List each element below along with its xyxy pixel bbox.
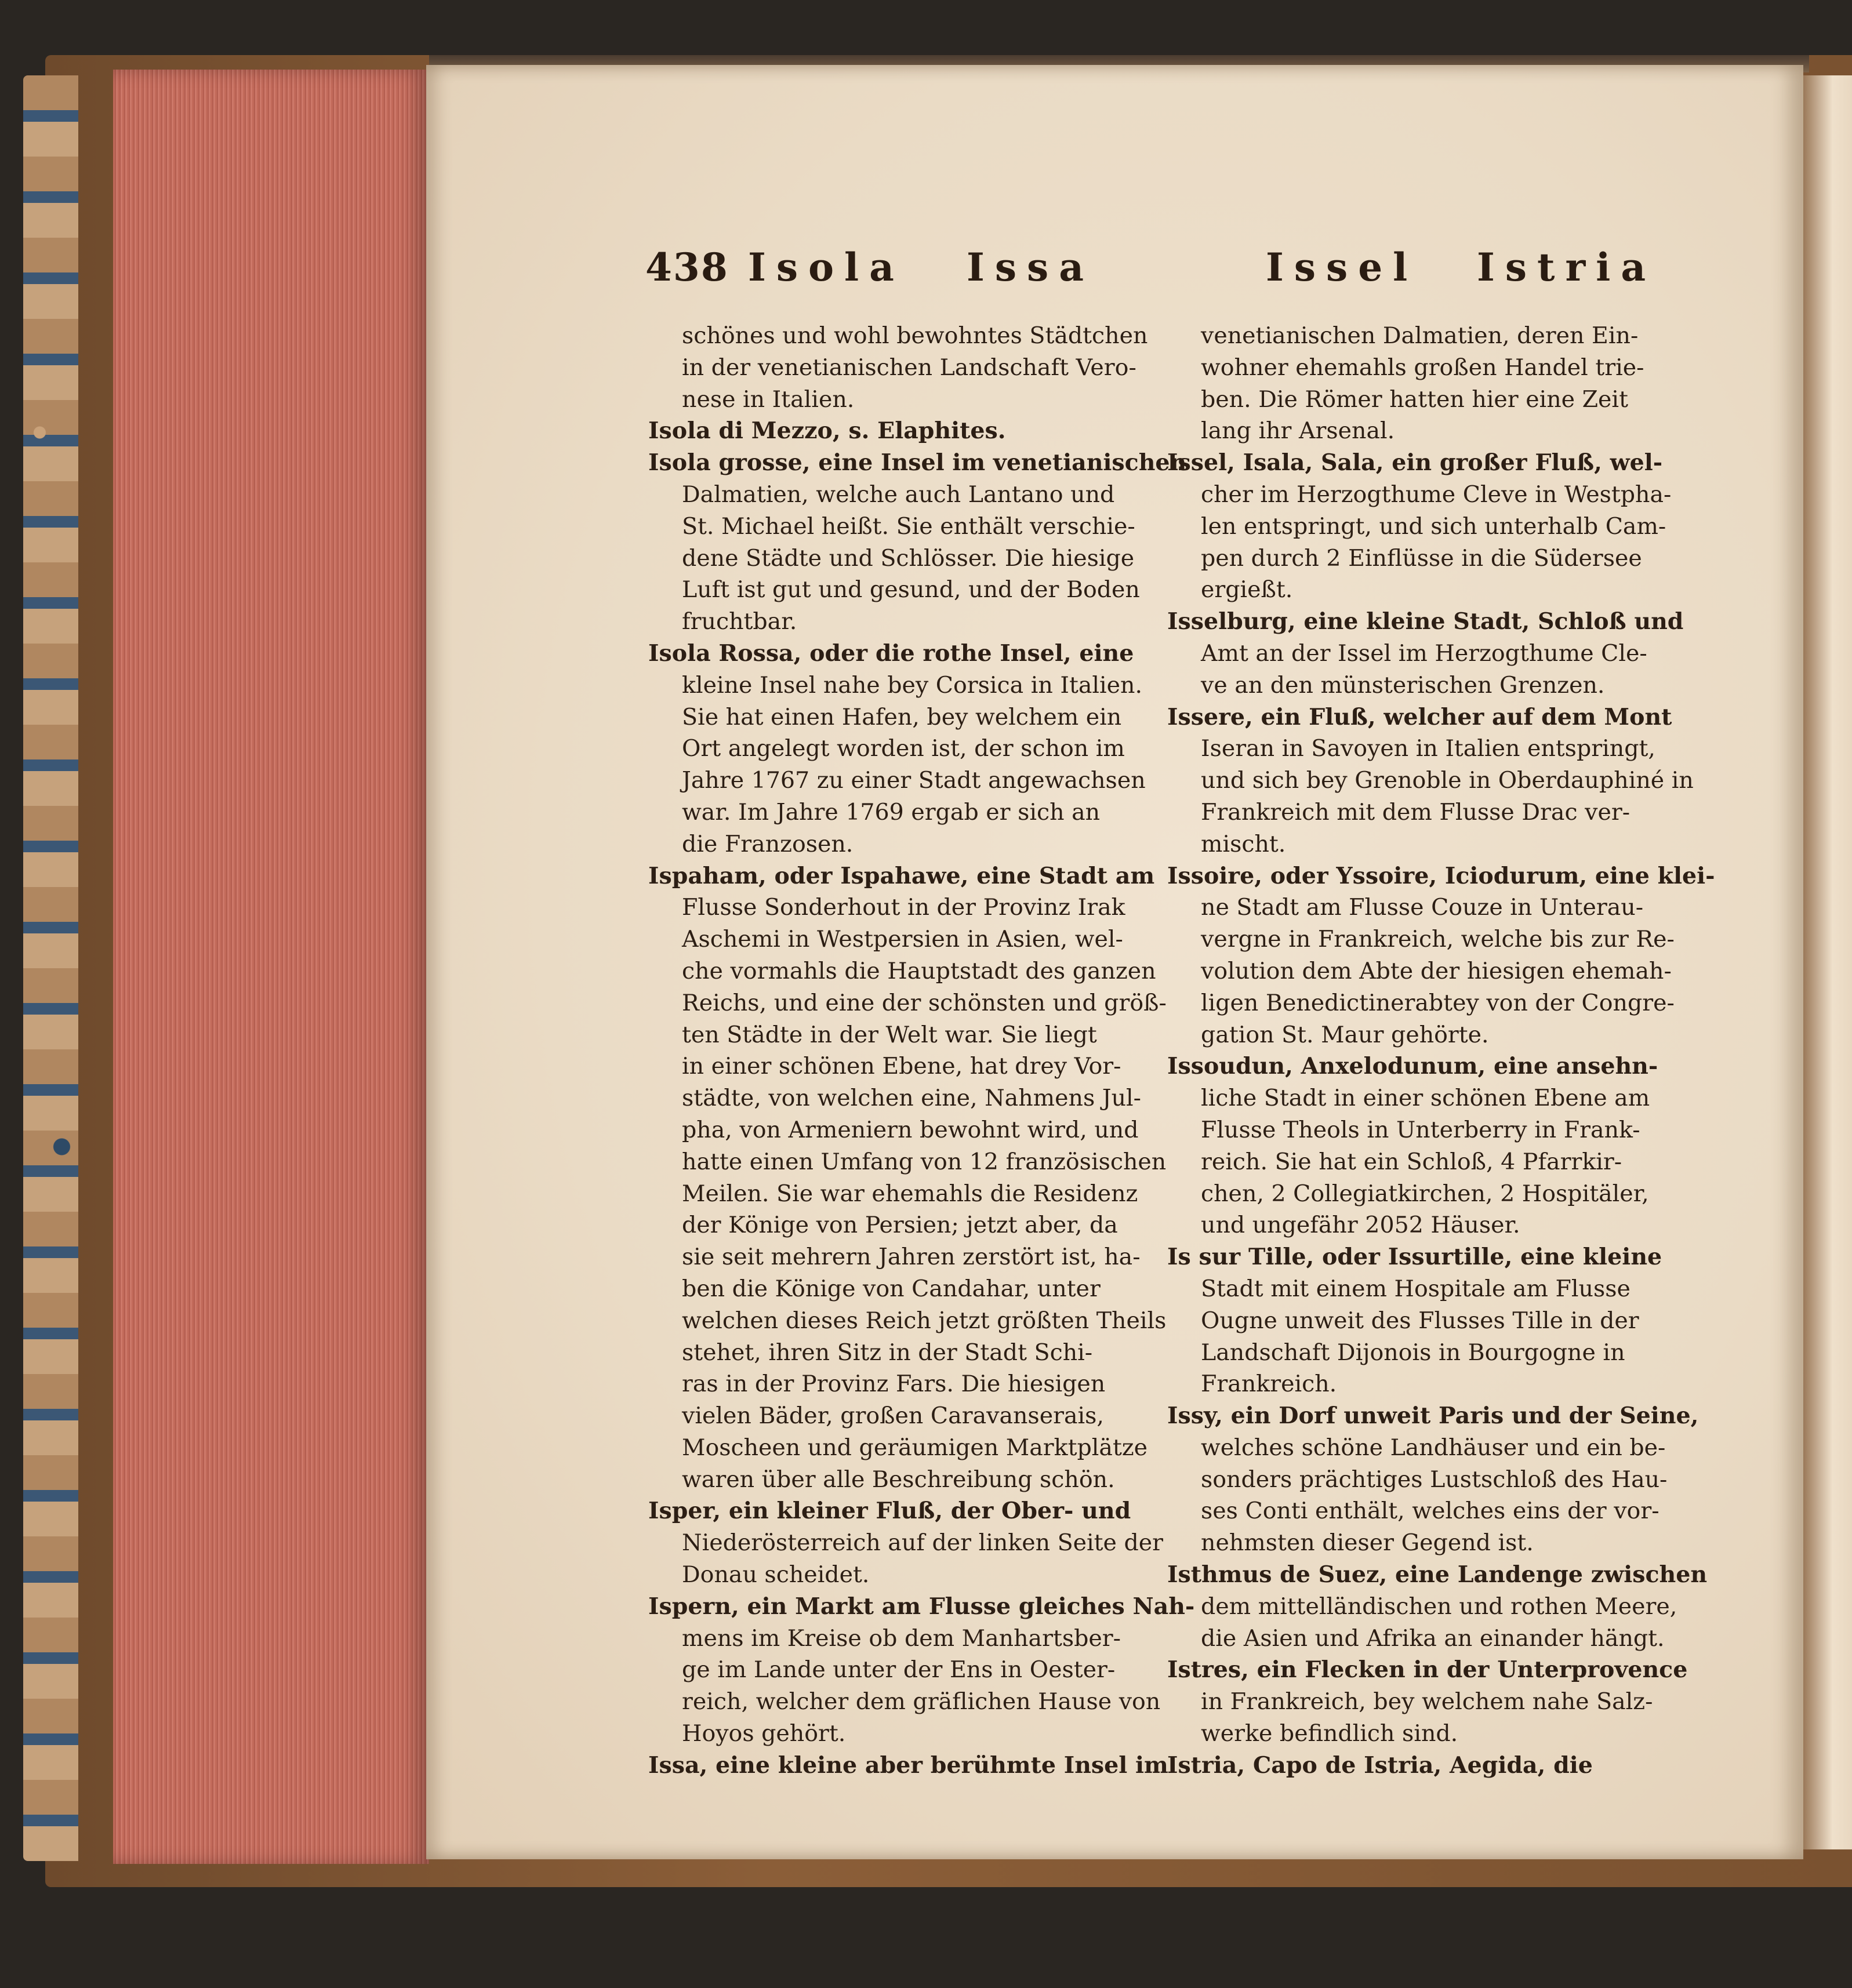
text-line: Flusse Sonderhout in der Provinz Irak <box>682 894 1125 921</box>
text-line: Ispaham, oder Ispahawe, eine Stadt am <box>648 862 1155 889</box>
text-line: Issy, ein Dorf unweit Paris und der Seine, <box>1167 1402 1699 1430</box>
text-line: Ougne unweit des Flusses Tille in der <box>1201 1307 1639 1334</box>
header-word: Issa <box>967 245 1094 290</box>
text-line: lang ihr Arsenal. <box>1201 417 1395 445</box>
text-line: Stadt mit einem Hospitale am Flusse <box>1201 1275 1631 1302</box>
text-line: in der venetianischen Landschaft Vero- <box>682 354 1136 381</box>
text-line: dem mittelländischen und rothen Meere, <box>1201 1593 1677 1620</box>
text-line: Luft ist gut und gesund, und der Boden <box>682 576 1140 604</box>
header-word: Isola <box>748 245 905 290</box>
text-line: sie seit mehrern Jahren zerstört ist, ha- <box>682 1244 1141 1271</box>
text-line: Ort angelegt worden ist, der schon im <box>682 735 1125 762</box>
text-line: reich, welcher dem gräflichen Hause von <box>682 1688 1161 1716</box>
text-line: Isola grosse, eine Insel im venetianischen <box>648 449 1187 477</box>
left-column <box>648 320 1195 1782</box>
text-line: welchen dieses Reich jetzt größten Theils <box>682 1307 1167 1334</box>
text-line: waren über alle Beschreibung schön. <box>682 1466 1115 1493</box>
text-line: fruchtbar. <box>682 608 797 635</box>
facing-page-edge <box>1803 75 1852 1849</box>
text-line: liche Stadt in einer schönen Ebene am <box>1201 1085 1650 1112</box>
text-line: wohner ehemahls großen Handel trie- <box>1201 354 1644 381</box>
text-line: ten Städte in der Welt war. Sie liegt <box>682 1021 1097 1048</box>
text-line: Frankreich. <box>1201 1371 1337 1398</box>
text-line: ve an den münsterischen Grenzen. <box>1201 671 1605 699</box>
text-line: mischt. <box>1201 830 1286 857</box>
text-line: gation St. Maur gehörte. <box>1201 1021 1489 1048</box>
text-line: Istres, ein Flecken in der Unterprovence <box>1167 1656 1688 1684</box>
text-line: pen durch 2 Einflüsse in die Südersee <box>1201 544 1642 572</box>
text-line: Isthmus de Suez, eine Landenge zwischen <box>1167 1561 1708 1589</box>
text-line: ergießt. <box>1201 576 1293 604</box>
book-page <box>426 65 1803 1859</box>
text-line: dene Städte und Schlösser. Die hiesige <box>682 544 1135 572</box>
text-line: St. Michael heißt. Sie enthält verschie- <box>682 513 1135 540</box>
text-line: Meilen. Sie war ehemahls die Residenz <box>682 1180 1138 1207</box>
text-line: Issoire, oder Yssoire, Iciodurum, eine klei- <box>1167 862 1715 889</box>
right-column <box>1167 320 1741 1782</box>
text-line: Isola di Mezzo, s. Elaphites. <box>648 417 1006 445</box>
text-line: vergne in Frankreich, welche bis zur Re- <box>1201 926 1675 953</box>
text-line: pha, von Armeniern bewohnt wird, und <box>682 1116 1139 1143</box>
text-line: die Franzosen. <box>682 830 854 857</box>
text-line: volution dem Abte der hiesigen ehemah- <box>1201 957 1672 984</box>
text-line: Isper, ein kleiner Fluß, der Ober- und <box>648 1498 1131 1525</box>
text-line: Jahre 1767 zu einer Stadt angewachsen <box>682 767 1146 794</box>
text-line: Flusse Theols in Unterberry in Frank- <box>1201 1116 1640 1143</box>
text-line: chen, 2 Collegiatkirchen, 2 Hospitäler, <box>1201 1180 1649 1207</box>
text-line: Iseran in Savoyen in Italien entspringt, <box>1201 735 1655 762</box>
text-line: nehmsten dieser Gegend ist. <box>1201 1529 1534 1557</box>
text-line: mens im Kreise ob dem Manhartsber- <box>682 1624 1121 1652</box>
text-line: in Frankreich, bey welchem nahe Salz- <box>1201 1688 1653 1716</box>
text-line: Frankreich mit dem Flusse Drac ver- <box>1201 798 1631 826</box>
text-line: cher im Herzogthume Cleve in Westpha- <box>1201 481 1672 508</box>
text-line: städte, von welchen eine, Nahmens Jul- <box>682 1085 1142 1112</box>
text-line: ras in der Provinz Fars. Die hiesigen <box>682 1371 1106 1398</box>
text-line: Landschaft Dijonois in Bourgogne in <box>1201 1339 1625 1366</box>
text-line: und sich bey Grenoble in Oberdauphiné in <box>1201 767 1694 794</box>
text-line: und ungefähr 2052 Häuser. <box>1201 1212 1520 1239</box>
text-line: Istria, Capo de Istria, Aegida, die <box>1167 1751 1593 1779</box>
text-line: welches schöne Landhäuser und ein be- <box>1201 1434 1666 1461</box>
text-line: der Könige von Persien; jetzt aber, da <box>682 1212 1118 1239</box>
header-word: Issel <box>1266 245 1418 290</box>
marbled-cover-edge <box>23 75 78 1861</box>
text-line: die Asien und Afrika an einander hängt. <box>1201 1624 1665 1652</box>
text-line: Aschemi in Westpersien in Asien, wel- <box>682 926 1123 953</box>
text-line: len entspringt, und sich unterhalb Cam- <box>1201 513 1666 540</box>
text-line: schönes und wohl bewohntes Städtchen <box>682 322 1148 349</box>
text-line: hatte einen Umfang von 12 französischen <box>682 1148 1167 1175</box>
text-line: sonders prächtiges Lustschloß des Hau- <box>1201 1466 1668 1493</box>
text-line: ne Stadt am Flusse Couze in Unterau- <box>1201 894 1644 921</box>
page-number: 438 <box>645 245 729 290</box>
text-line: Amt an der Issel im Herzogthume Cle- <box>1201 639 1647 667</box>
text-line: stehet, ihren Sitz in der Stadt Schi- <box>682 1339 1093 1366</box>
text-line: ligen Benedictinerabtey von der Congre- <box>1201 989 1675 1016</box>
text-line: Ispern, ein Markt am Flusse gleiches Nah- <box>648 1593 1195 1620</box>
text-line: Donau scheidet. <box>682 1561 870 1589</box>
text-line: Issoudun, Anxelodunum, eine ansehn- <box>1167 1053 1658 1080</box>
text-line: Sie hat einen Hafen, bey welchem ein <box>682 703 1122 730</box>
text-line: vielen Bäder, großen Caravanserais, <box>682 1402 1104 1430</box>
text-line: Hoyos gehört. <box>682 1720 846 1747</box>
text-line: ge im Lande unter der Ens in Oester- <box>682 1656 1116 1684</box>
text-line: venetianischen Dalmatien, deren Ein- <box>1201 322 1639 349</box>
text-line: Issa, eine kleine aber berühmte Insel im <box>648 1751 1168 1779</box>
text-line: ben die Könige von Candahar, unter <box>682 1275 1101 1302</box>
text-line: Issel, Isala, Sala, ein großer Fluß, wel- <box>1167 449 1663 477</box>
text-line: ses Conti enthält, welches eins der vor- <box>1201 1498 1659 1525</box>
text-line: in einer schönen Ebene, hat drey Vor- <box>682 1053 1121 1080</box>
text-line: che vormahls die Hauptstadt des ganzen <box>682 957 1156 984</box>
text-line: Moscheen und geräumigen Marktplätze <box>682 1434 1148 1461</box>
text-line: Reichs, und eine der schönsten und größ- <box>682 989 1167 1016</box>
header-word: Istria <box>1477 245 1657 290</box>
text-line: reich. Sie hat ein Schloß, 4 Pfarrkir- <box>1201 1148 1622 1175</box>
text-line: kleine Insel nahe bey Corsica in Italien. <box>682 671 1143 699</box>
running-header <box>426 187 1803 291</box>
text-line: werke befindlich sind. <box>1201 1720 1458 1747</box>
text-line: Dalmatien, welche auch Lantano und <box>682 481 1115 508</box>
text-line: Issere, ein Fluß, welcher auf dem Mont <box>1167 703 1672 730</box>
text-line: ben. Die Römer hatten hier eine Zeit <box>1201 386 1628 413</box>
text-line: Is sur Tille, oder Issurtille, eine kleine <box>1167 1244 1662 1271</box>
page-edges <box>113 70 429 1864</box>
text-line: nese in Italien. <box>682 386 855 413</box>
text-line: Isola Rossa, oder die rothe Insel, eine <box>648 639 1134 667</box>
text-line: Isselburg, eine kleine Stadt, Schloß und <box>1167 608 1684 635</box>
text-line: war. Im Jahre 1769 ergab er sich an <box>682 798 1101 826</box>
text-line: Niederösterreich auf der linken Seite der <box>682 1529 1164 1557</box>
